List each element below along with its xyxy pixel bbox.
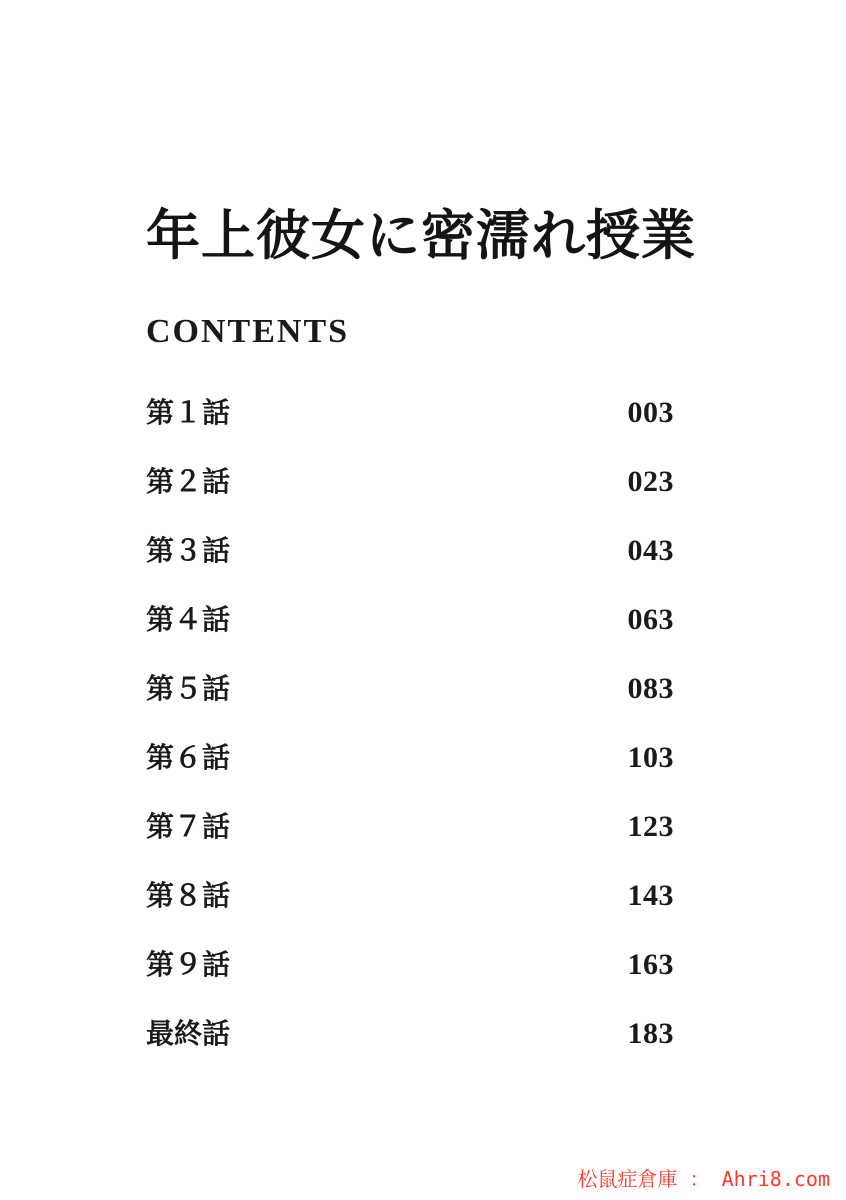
toc-row-chapter-9	[146, 941, 674, 1010]
toc-chapter-label: 第９話	[146, 948, 231, 981]
contents-heading: CONTENTS	[146, 313, 350, 350]
table-of-contents	[146, 389, 674, 1079]
toc-chapter-label: 第８話	[146, 879, 231, 912]
toc-row-chapter-5	[146, 665, 674, 734]
watermark: 松鼠症倉庫 ： Ahri8.com	[577, 1167, 830, 1191]
toc-row-chapter-7	[146, 803, 674, 872]
toc-page-number: 003	[627, 396, 674, 429]
toc-chapter-label: 最終話	[146, 1017, 231, 1050]
toc-row-chapter-1	[146, 389, 674, 458]
toc-row-final-chapter	[146, 1010, 674, 1079]
toc-row-chapter-4	[146, 596, 674, 665]
toc-page-number: 043	[627, 534, 674, 567]
toc-chapter-label: 第３話	[146, 534, 231, 567]
toc-chapter-label: 第１話	[146, 396, 231, 429]
toc-page-number: 163	[627, 948, 674, 981]
toc-page-number: 023	[627, 465, 674, 498]
toc-row-chapter-6	[146, 734, 674, 803]
toc-row-chapter-2	[146, 458, 674, 527]
book-title: 年上彼女に密濡れ授業	[146, 203, 696, 267]
toc-row-chapter-8	[146, 872, 674, 941]
toc-row-chapter-3	[146, 527, 674, 596]
toc-page-number: 063	[627, 603, 674, 636]
toc-chapter-label: 第５話	[146, 672, 231, 705]
toc-chapter-label: 第２話	[146, 465, 231, 498]
toc-chapter-label: 第６話	[146, 741, 231, 774]
toc-page-number: 083	[627, 672, 674, 705]
toc-chapter-label: 第４話	[146, 603, 231, 636]
toc-chapter-label: 第７話	[146, 810, 231, 843]
toc-page-number: 143	[627, 879, 674, 912]
toc-page-number: 103	[627, 741, 674, 774]
toc-page-number: 183	[627, 1017, 674, 1050]
toc-page-number: 123	[627, 810, 674, 843]
